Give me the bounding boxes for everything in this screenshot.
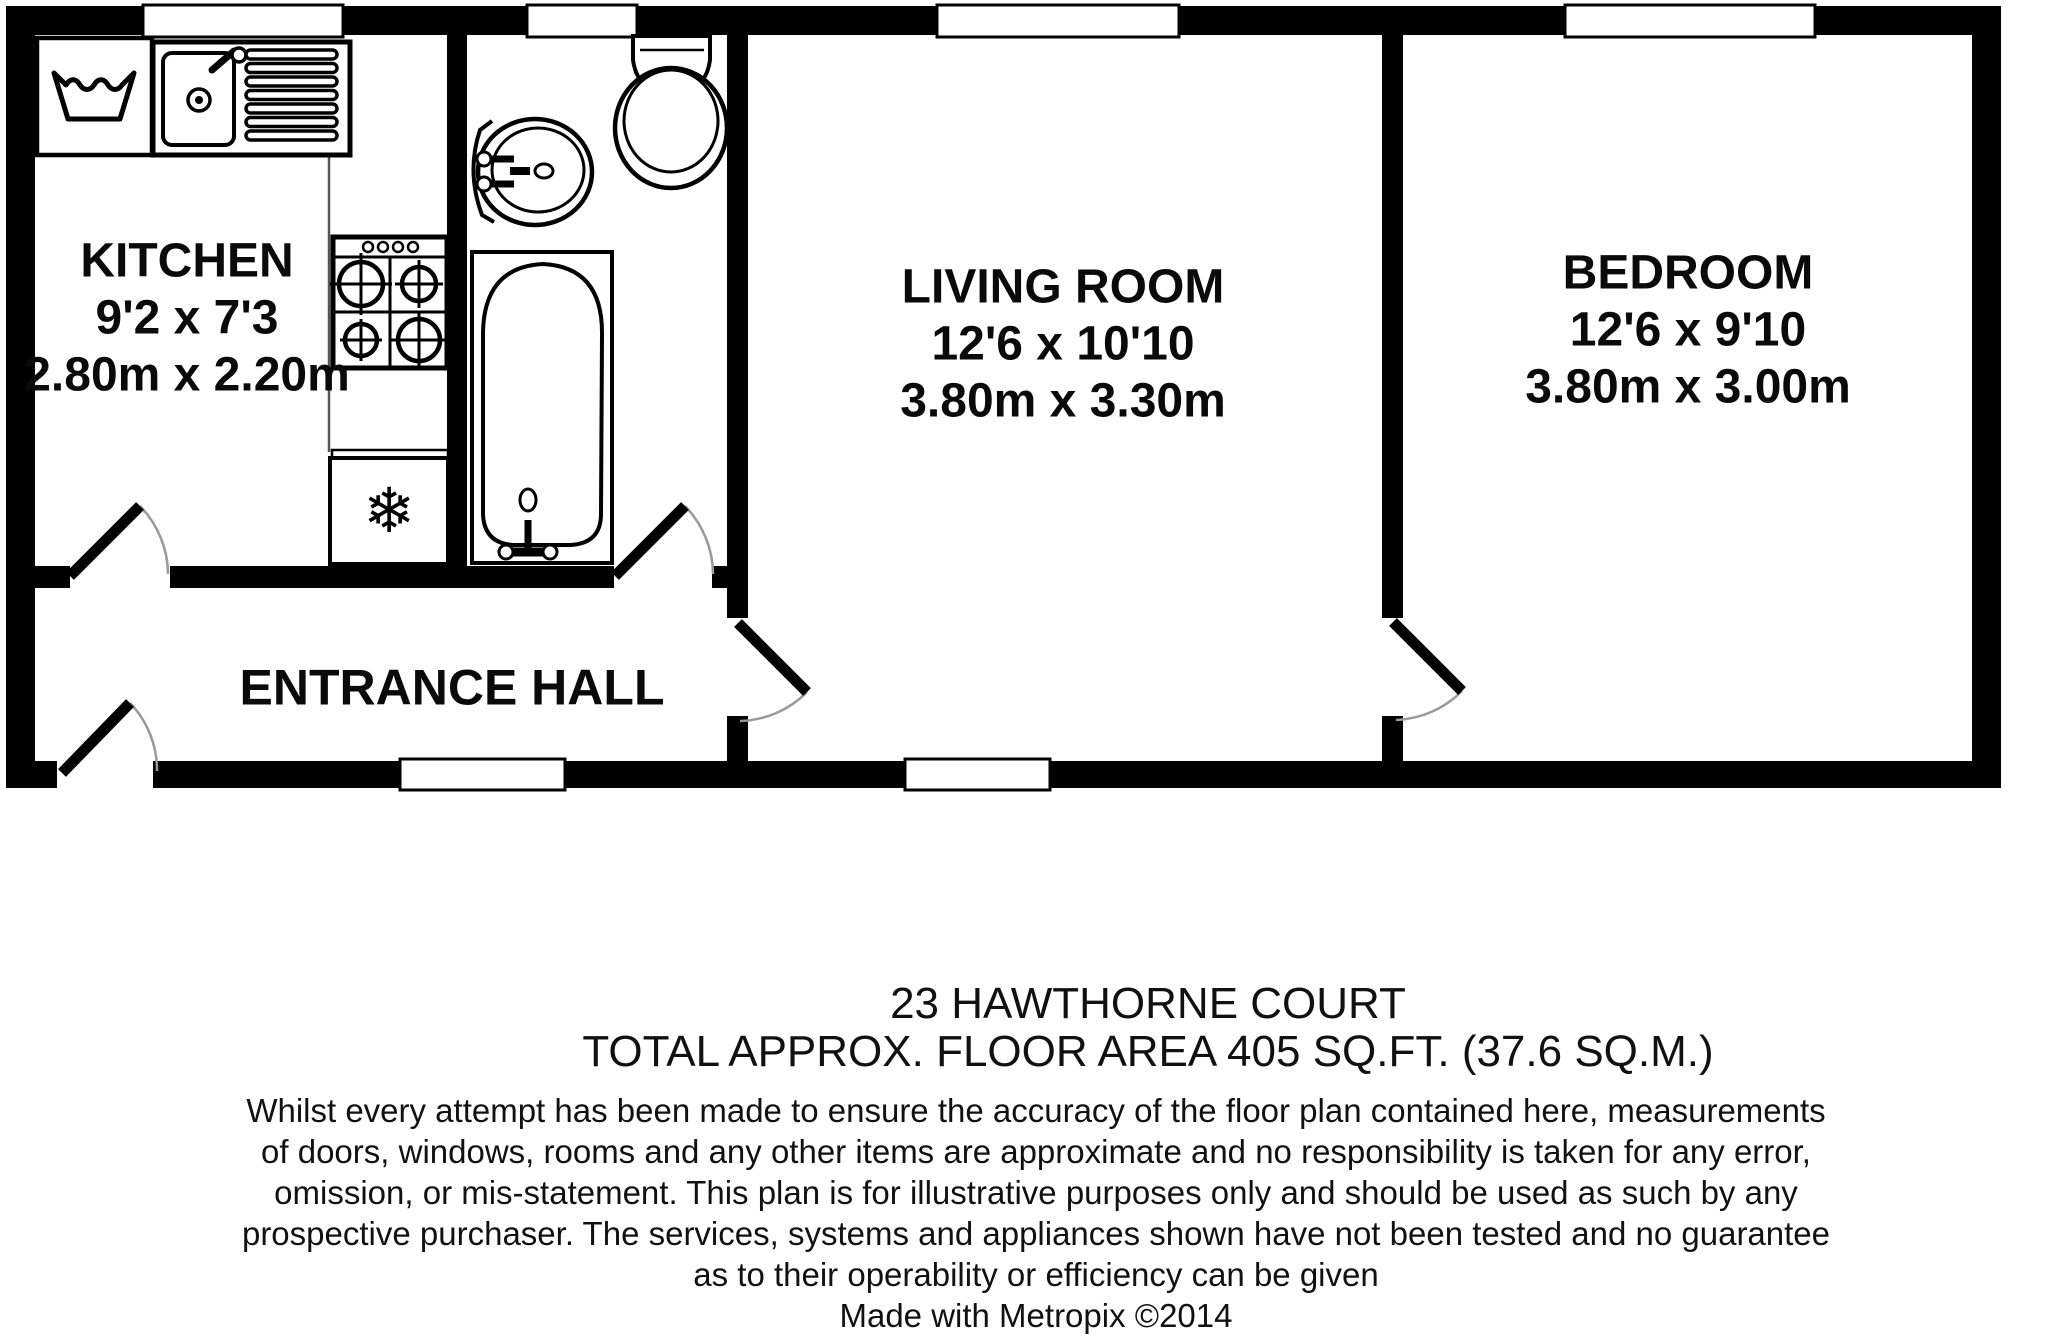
- living-room-window: [937, 5, 1179, 37]
- bedroom-window: [1565, 5, 1815, 37]
- room-label-bedroom: [1525, 245, 1851, 416]
- washing-machine: [37, 38, 152, 155]
- drainer-bars: [246, 50, 337, 140]
- wall-hall-top-mid: [170, 566, 614, 588]
- room-name: LIVING ROOM: [901, 260, 1225, 314]
- kitchen-sink: [153, 42, 350, 155]
- wall-bathroom-living-upper: [727, 35, 748, 618]
- room-label-kitchen: [24, 233, 350, 404]
- living-room-door-arc: [740, 692, 807, 721]
- room-name: BEDROOM: [1562, 246, 1814, 300]
- disclaimer-line: as to their operability or efficiency can be given: [693, 1256, 1379, 1293]
- wall-living-bedroom-stub: [1382, 716, 1403, 761]
- disclaimer-line: omission, or mis-statement. This plan is for illustrative purposes only and should be used as such by any: [274, 1174, 1798, 1211]
- living-room-door: [738, 623, 807, 721]
- room-name: ENTRANCE HALL: [239, 659, 665, 716]
- credit-line: Made with Metropix ©2014: [839, 1297, 1233, 1334]
- floor-area-line: TOTAL APPROX. FLOOR AREA 405 SQ.FT. (37.6 SQ.M.): [582, 1027, 1714, 1076]
- disclaimer-line: prospective purchaser. The services, systems and appliances shown have not been tested and no guarantee: [241, 1215, 1831, 1252]
- room-dims-imperial: 12'6 x 10'10: [931, 317, 1195, 371]
- room-label-entrance-hall: [240, 660, 665, 717]
- fridge: [330, 450, 448, 564]
- bedroom-door-arc: [1396, 691, 1462, 720]
- doors: [62, 506, 1462, 773]
- room-dims-imperial: 9'2 x 7'3: [95, 291, 279, 345]
- bedroom-door: [1393, 622, 1462, 720]
- kitchen-door-arc: [140, 506, 168, 574]
- wash-basin: [473, 119, 592, 225]
- living-room-bottom-window: [905, 759, 1050, 790]
- kitchen-window: [143, 5, 343, 37]
- disclaimer-line: Whilst every attempt has been made to ensure the accuracy of the floor plan contained here, measurements: [246, 1092, 1826, 1129]
- wall-hall-top-left: [35, 566, 70, 588]
- wall-right: [1972, 6, 2001, 788]
- room-label-living-room: [900, 259, 1226, 430]
- footer-disclaimer: [12, 1090, 2048, 1336]
- room-dims-metric: 2.80m x 2.20m: [24, 348, 350, 402]
- room-name: KITCHEN: [80, 234, 294, 288]
- room-dims-metric: 3.80m x 3.30m: [900, 374, 1226, 428]
- room-dims-metric: 3.80m x 3.00m: [1525, 360, 1851, 414]
- wall-bathroom-living-stub: [727, 716, 748, 761]
- footer-heading: [148, 980, 2048, 1076]
- bedroom-door-leaf: [1393, 622, 1462, 691]
- hall-window: [400, 759, 565, 790]
- disclaimer-line: of doors, windows, rooms and any other items are approximate and no responsibility is taken for any error,: [261, 1133, 1811, 1170]
- bath-tub: [483, 264, 602, 545]
- bathroom-door-arc: [685, 506, 713, 574]
- toilet-bowl-outer: [615, 68, 727, 188]
- bath-drain: [520, 489, 536, 511]
- bathroom-fixtures: [472, 36, 727, 563]
- living-room-door-leaf: [738, 623, 807, 692]
- snowflake-icon: ❄: [363, 474, 415, 547]
- room-dims-imperial: 12'6 x 9'10: [1569, 303, 1807, 357]
- bath: [472, 252, 612, 563]
- property-title: 23 HAWTHORNE COURT: [890, 979, 1406, 1028]
- toilet: [615, 36, 727, 188]
- bathroom-window: [527, 5, 637, 37]
- wall-living-bedroom-upper: [1382, 35, 1403, 618]
